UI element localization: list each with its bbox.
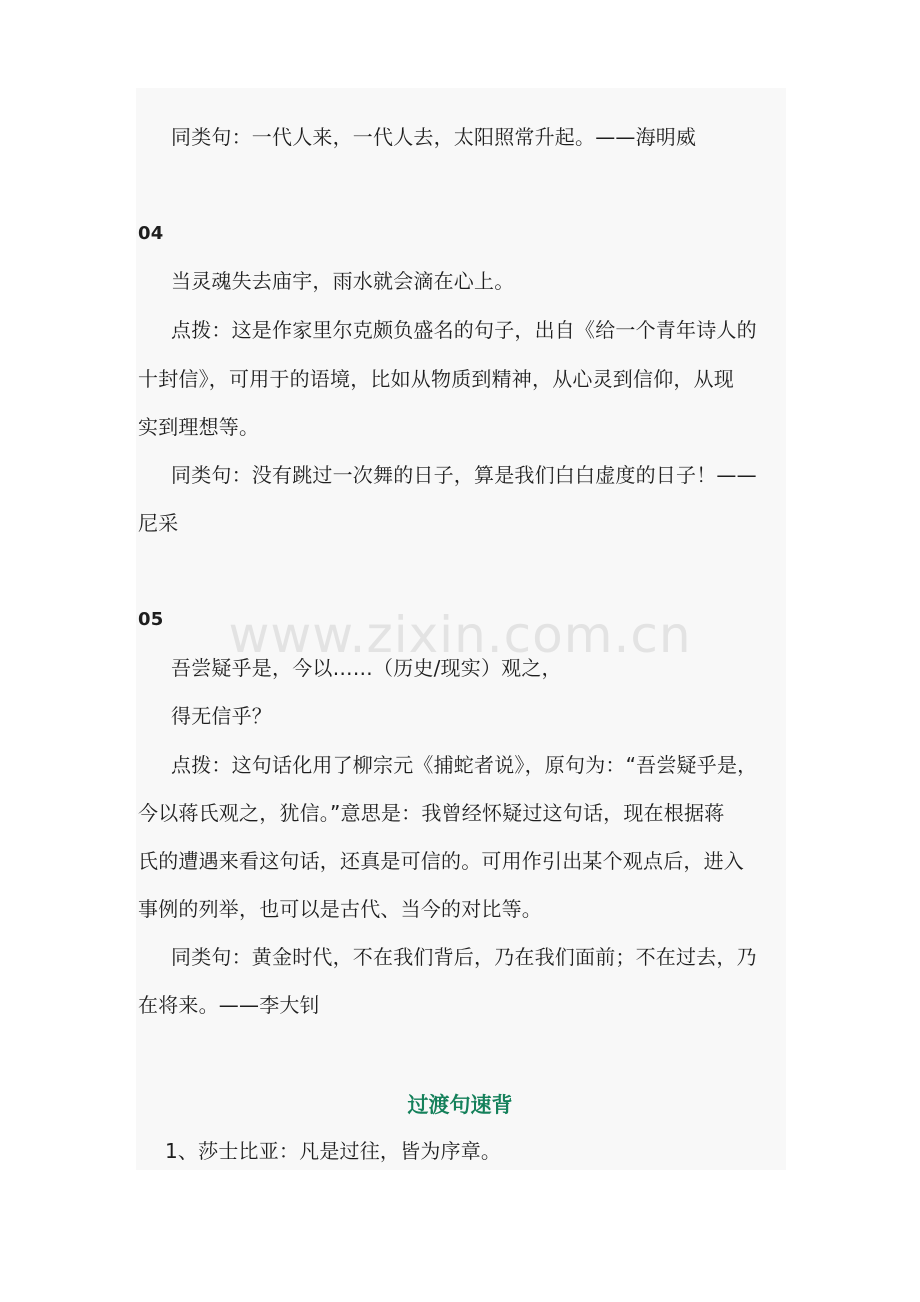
note-line: 氏的遭遇来看这句话，还真是可信的。可用作引出某个观点后，进入 bbox=[138, 849, 744, 873]
note-line: 十封信》，可用于的语境，比如从物质到精神，从心灵到信仰，从现 bbox=[138, 367, 734, 391]
note-line: 点拨：这句话化用了柳宗元《捕蛇者说》，原句为：“吾尝疑乎是， bbox=[171, 753, 758, 777]
similar-sentence: 在将来。——李大钊 bbox=[138, 993, 320, 1017]
similar-sentence: 同类句：没有跳过一次舞的日子，算是我们白白虚度的日子！—— bbox=[171, 463, 757, 487]
similar-sentence: 尼采 bbox=[138, 511, 179, 535]
note-line: 今以蒋氏观之，犹信。”意思是：我曾经怀疑过这句话，现在根据蒋 bbox=[138, 801, 725, 825]
similar-sentence: 同类句：一代人来，一代人去，太阳照常升起。——海明威 bbox=[171, 125, 697, 149]
section-number: 05 bbox=[138, 609, 164, 630]
list-item: 1、莎士比亚：凡是过往，皆为序章。 bbox=[165, 1139, 502, 1163]
note-line: 实到理想等。 bbox=[138, 415, 260, 439]
similar-sentence: 同类句：黄金时代，不在我们背后，乃在我们面前；不在过去，乃 bbox=[171, 945, 757, 969]
quote: 得无信乎？ bbox=[171, 704, 272, 728]
section-heading: 过渡句速背 bbox=[407, 1093, 513, 1117]
quote: 当灵魂失去庙宇，雨水就会滴在心上。 bbox=[171, 269, 515, 293]
watermark: www.zixin.com.cn bbox=[228, 606, 692, 664]
section-number: 04 bbox=[138, 223, 164, 244]
quote: 吾尝疑乎是，今以……（历史/现实）观之， bbox=[171, 656, 562, 680]
note-line: 事例的列举，也可以是古代、当今的对比等。 bbox=[138, 897, 542, 921]
note-line: 点拨：这是作家里尔克颇负盛名的句子，出自《给一个青年诗人的 bbox=[171, 318, 757, 342]
